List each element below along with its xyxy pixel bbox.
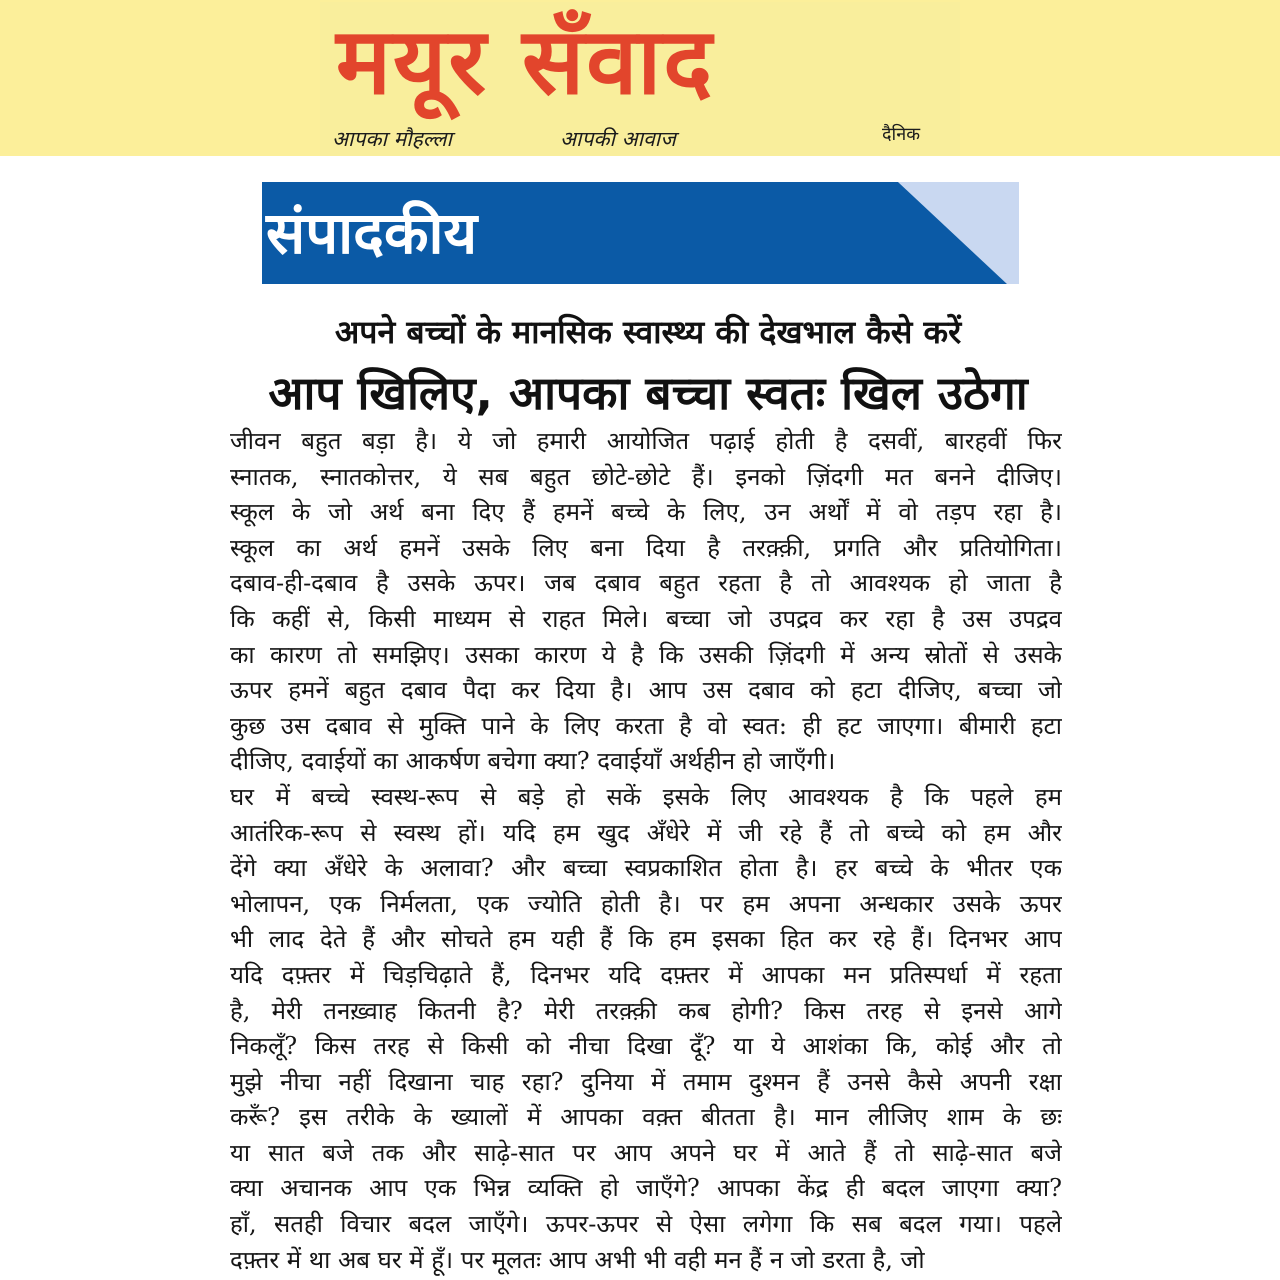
article-line: निकलूँ? किस तरह से किसी को नीचा दिखा दूँ? या ये आशंका कि, कोई और तो xyxy=(230,1032,1062,1061)
article-line: क्या अचानक आप एक भिन्न व्यक्ति हो जाएँगे? आपका केंद्र ही बदल जाएगा क्या? xyxy=(230,1174,1062,1203)
article-line: करूँ? इस तरीके के ख्यालों में आपका वक़्त बीतता है। मान लीजिए शाम के छः xyxy=(230,1103,1062,1132)
article-line: हाँ, सतही विचार बदल जाएँगे। ऊपर-ऊपर से ऐसा लगेगा कि सब बदल गया। पहले xyxy=(230,1210,1062,1239)
tagline-left: आपका मौहल्ला xyxy=(332,127,452,151)
section-label: संपादकीय xyxy=(266,199,478,267)
article-line: दीजिए, दवाईयों का आकर्षण बचेगा क्या? दवाईयाँ अर्थहीन हो जाएँगी। xyxy=(230,747,836,776)
article-line: दफ़्तर में था अब घर में हूँ। पर मूलतः आप अभी भी वही मन हैं न जो डरता है, जो xyxy=(230,1245,925,1274)
article-line: घर में बच्चे स्वस्थ-रूप से बड़े हो सकें इसके लिए आवश्यक है कि पहले हम xyxy=(230,782,1062,811)
tagline-right: आपकी आवाज xyxy=(560,127,676,151)
article-line: यदि दफ़्तर में चिड़चिढ़ाते हैं, दिनभर यदि दफ़्तर में आपका मन प्रतिस्पर्धा में रहता xyxy=(230,960,1062,989)
article-line: भी लाद देते हैं और सोचते हम यही हैं कि हम इसका हित कर रहे हैं। दिनभर आप xyxy=(230,925,1062,954)
article-line: स्कूल के जो अर्थ बना दिए हैं हमनें बच्चे के लिए, उन अर्थों में वो तड़प रहा है। xyxy=(230,498,1062,527)
article-line: स्नातक, स्नातकोत्तर, ये सब बहुत छोटे-छोटे हैं। इनको ज़िंदगी मत बनने दीजिए। xyxy=(230,462,1062,491)
article-line: देंगे क्या अँधेरे के अलावा? और बच्चा स्वप्रकाशित होता है। हर बच्चे के भीतर एक xyxy=(230,854,1062,883)
article-line: भोलापन, एक निर्मलता, एक ज्योति होती है। पर हम अपना अन्धकार उसके ऊपर xyxy=(230,889,1062,918)
article-headline: आप खिलिए, आपका बच्चा स्वतः खिल उठेगा xyxy=(268,366,1028,420)
article-kicker: अपने बच्चों के मानसिक स्वास्थ्य की देखभाल कैसे करें xyxy=(334,313,962,351)
article-line: या सात बजे तक और साढ़े-सात पर आप अपने घर में आते हैं तो साढ़े-सात बजे xyxy=(230,1138,1062,1167)
newspaper-title: मयूर सँवाद xyxy=(336,8,715,115)
section-banner xyxy=(262,182,1019,284)
article-line: कुछ उस दबाव से मुक्ति पाने के लिए करता है वो स्वत: ही हट जाएगा। बीमारी हटा xyxy=(230,711,1062,740)
article-body xyxy=(230,424,1062,1280)
article-line: स्कूल का अर्थ हमनें उसके लिए बना दिया है तरक़्क़ी, प्रगति और प्रतियोगिता। xyxy=(230,533,1062,562)
article-line: है, मेरी तनख़्वाह कितनी है? मेरी तरक़्क़ी कब होगी? किस तरह से इनसे आगे xyxy=(230,996,1062,1025)
edition-label: दैनिक xyxy=(882,124,921,145)
article-line: जीवन बहुत बड़ा है। ये जो हमारी आयोजित पढ़ाई होती है दसवीं, बारहवीं फिर xyxy=(230,427,1062,455)
article-line: दबाव-ही-दबाव है उसके ऊपर। जब दबाव बहुत रहता है तो आवश्यक हो जाता है xyxy=(230,569,1062,598)
article-line: आतंरिक-रूप से स्वस्थ हों। यदि हम खुद अँधेरे में जी रहे हैं तो बच्चे को हम और xyxy=(230,818,1062,847)
article-line: का कारण तो समझिए। उसका कारण ये है कि उसकी ज़िंदगी में अन्य स्रोतों से उसके xyxy=(230,640,1062,669)
article-line: कि कहीं से, किसी माध्यम से राहत मिले। बच्चा जो उपद्रव कर रहा है उस उपद्रव xyxy=(230,604,1062,633)
article-line: ऊपर हमनें बहुत दबाव पैदा कर दिया है। आप उस दबाव को हटा दीजिए, बच्चा जो xyxy=(230,676,1062,705)
article-line: मुझे नीचा नहीं दिखाना चाह रहा? दुनिया में तमाम दुश्मन हैं उनसे कैसे अपनी रक्षा xyxy=(230,1067,1062,1096)
masthead xyxy=(320,2,960,156)
